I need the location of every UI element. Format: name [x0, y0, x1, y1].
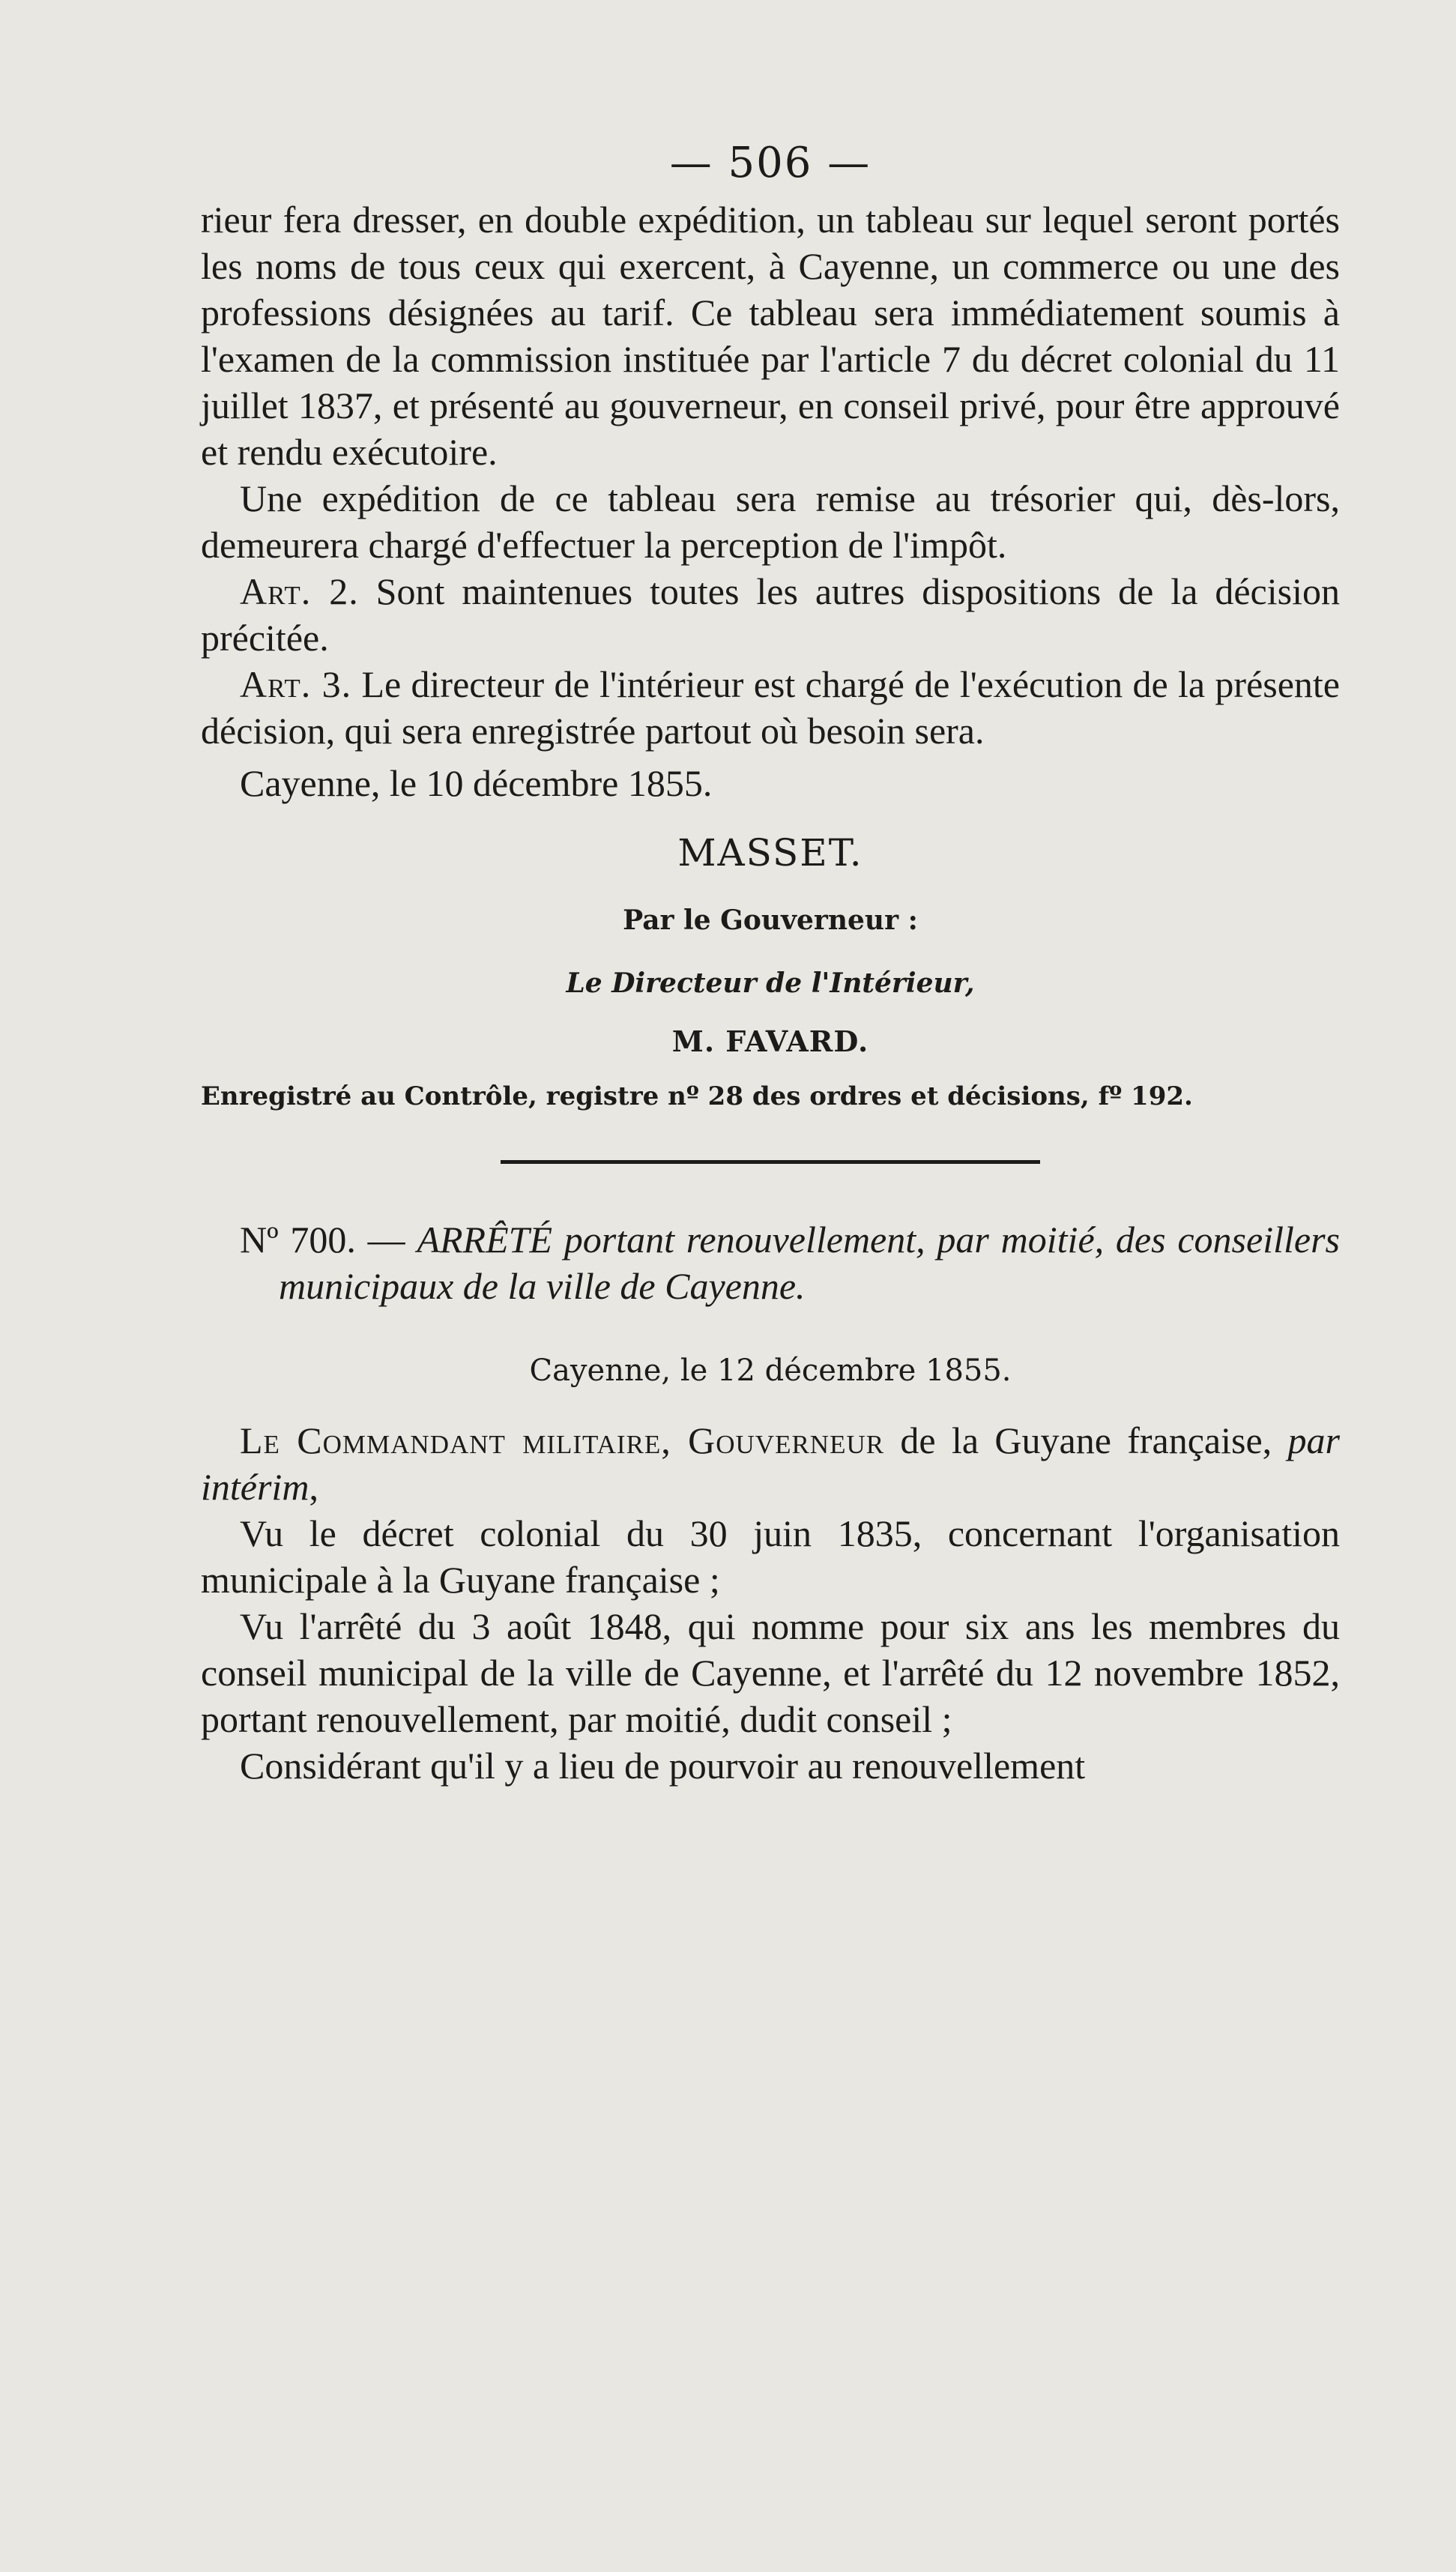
- preamble-rest: de la Guyane française,: [884, 1419, 1288, 1461]
- signature-block: [201, 829, 1340, 1060]
- article-2-text: Sont maintenues toutes les autres dispositions de la décision précitée.: [201, 570, 1340, 659]
- preamble-title: Le Commandant militaire, Gouverneur: [240, 1419, 885, 1461]
- date-line-second: Cayenne, le 12 décembre 1855.: [529, 1353, 1012, 1388]
- article-2: [201, 568, 1340, 661]
- section-divider: [501, 1160, 1040, 1164]
- date-line-first: Cayenne, le 10 décembre 1855.: [240, 762, 713, 804]
- paragraph-tableau: rieur fera dresser, en double expédition, un tableau sur lequel seront portés les noms de tous ceux qui exercent, à Cayenne, un commerce ou une des professions désignées au tarif. Ce tableau sera immédiatement soumis à l'examen de la commission instituée par l'article 7 du décret colonial du 11 juillet 1837, et présenté au gouverneur, en conseil privé, pour être approuvé et rendu exécutoire.: [201, 199, 1340, 473]
- document-page: [201, 139, 1340, 1789]
- preamble-lead: [201, 1417, 1340, 1510]
- signature-masset: MASSET.: [677, 831, 863, 875]
- vu-decret: Vu le décret colonial du 30 juin 1835, concernant l'organisation municipale à la Guyane française ;: [201, 1512, 1340, 1601]
- arrete-number: Nº 700. —: [240, 1219, 417, 1261]
- vu-arrete: Vu l'arrêté du 3 août 1848, qui nomme pour six ans les membres du conseil municipal de la ville de Cayenne, et l'arrêté du 12 novembre 1852, portant renouvellement, par moitié, dudit conseil ;: [201, 1605, 1340, 1740]
- arrete-title-text: ARRÊTÉ portant renouvellement, par moitié, des conseillers municipaux de la ville de Cayenne.: [279, 1219, 1340, 1307]
- registry-note: Enregistré au Contrôle, registre nº 28 des ordres et décisions, fº 192.: [201, 1081, 1193, 1111]
- page-number: — 506 —: [669, 139, 872, 187]
- article-3-text: Le directeur de l'intérieur est chargé de l'exécution de la présente décision, qui sera enregistrée partout où besoin sera.: [201, 663, 1340, 752]
- considerant: Considérant qu'il y a lieu de pourvoir au renouvellement: [240, 1745, 1086, 1787]
- article-2-label: Art. 2.: [240, 570, 359, 612]
- paragraph-expedition: Une expédition de ce tableau sera remise au trésorier qui, dès-lors, demeurera chargé d'effectuer la perception de l'impôt.: [201, 477, 1340, 566]
- preamble-interim: par intérim: [201, 1419, 1340, 1508]
- directeur-interieur: Le Directeur de l'Intérieur,: [566, 967, 975, 999]
- signature-favard: M. FAVARD.: [671, 1024, 869, 1058]
- arrete-title: [240, 1216, 1340, 1309]
- par-le-gouverneur: Par le Gouverneur :: [623, 905, 918, 936]
- article-3-label: Art. 3.: [240, 663, 352, 705]
- article-3: [201, 661, 1340, 754]
- preamble-end: ,: [309, 1466, 318, 1508]
